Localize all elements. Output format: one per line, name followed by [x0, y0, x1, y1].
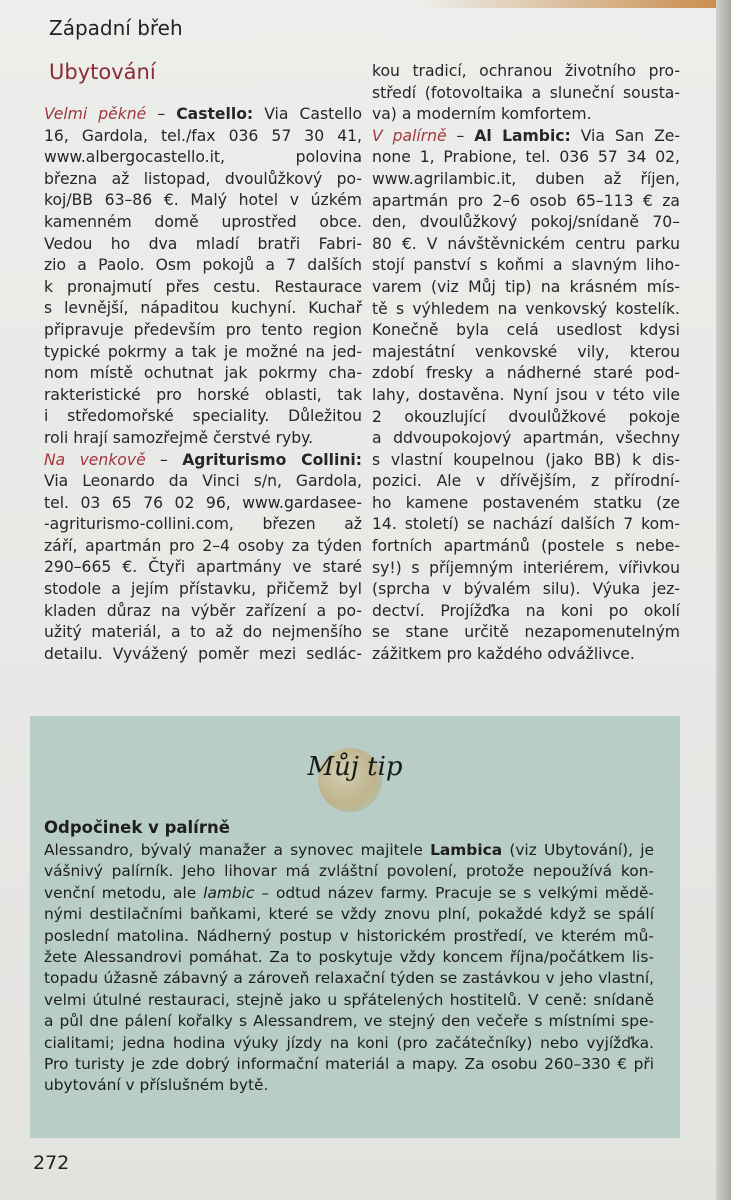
text-line [44, 840, 654, 861]
text-line: nými destilačními baňkami, které se vždy znovu plní, pokaždé když se spálí [44, 905, 654, 924]
tip-heading: Odpočinek v palírně [44, 818, 230, 837]
text-line: k pronajmutí přes cestu. Restaurace [44, 277, 362, 296]
dash: – [145, 450, 183, 469]
text-line: varem (viz Můj tip) na krásném mís- [372, 277, 680, 296]
page-number: 272 [33, 1152, 70, 1174]
entry-name: Castello: [176, 105, 254, 123]
text-line: (sprcha v bývalém silu). Výuka jez- [372, 580, 680, 599]
text-line: března až listopad, dvoulůžkový po- [44, 169, 362, 188]
text-line: stojí panství s koňmi a slavným liho- [372, 256, 680, 275]
text-line: Via San Ze- [570, 126, 681, 145]
text-line: Konečně byla celá usedlost kdysi [372, 321, 680, 340]
text-line: nom místě ochutnat jak pokrmy cha- [44, 364, 362, 383]
text-line: dectví. Projížďka na koni po okolí [372, 601, 680, 620]
text-fragment: Alessandro, bývalý manažer a synovec majitele [44, 841, 431, 859]
tip-title: Můj tip [307, 752, 403, 782]
text-line: pozici. Ale v dřívějším, z přírodní- [372, 472, 680, 491]
text-line: připravuje především pro tento region [44, 320, 362, 339]
tip-body [44, 840, 654, 1097]
left-column [44, 104, 362, 665]
text-line: poslední matolina. Nádherný postup v historickém prostředí, ve kterém mů- [44, 926, 654, 945]
text-line: lahy, dostavěna. Nyní jsou v této vile [372, 385, 680, 404]
text-line: září, apartmán pro 2–4 osoby za týden [44, 536, 362, 555]
entry-name: Agriturismo Collini: [182, 450, 363, 469]
text-line: velmi útulné restauraci, stejně jako u spřátelených hostitelů. V ceně: snídaně [44, 990, 654, 1009]
entry-collini-first-line [44, 450, 362, 472]
text-line: rakteristické pro horské oblasti, tak [44, 385, 362, 404]
text-line: tě s výhledem na venkovský kostelík. [372, 299, 680, 318]
book-spine [716, 0, 731, 1200]
text-line: ho kamene postaveném statku (ze [372, 493, 680, 512]
text-line: Vedou ho dva mladí bratři Fabri- [44, 234, 362, 253]
tip-box [30, 716, 680, 1138]
right-column [372, 61, 680, 666]
entry-lambic-first-line [372, 126, 680, 148]
text-line: den, dvoulůžkový pokoj/snídaně 70– [372, 213, 680, 232]
text-line: kamenném domě uprostřed obce. [44, 212, 362, 231]
text-line: www.agrilambic.it, duben až říjen, [372, 169, 680, 188]
text-line: Pro turisty je zde dobrý informační materiál a mapy. Za osobu 260–330 € při [44, 1055, 654, 1074]
text-line: stodole a jejím přístavku, přičemž byl [44, 580, 362, 599]
entry-name: Al Lambic: [474, 126, 571, 145]
text-line: 290–665 €. Čtyři apartmány ve staré [44, 558, 362, 577]
text-line: Via Castello [253, 105, 362, 123]
text-line: 80 €. V návštěvnickém centru parku [372, 234, 680, 253]
text-fragment: (viz Ubytování), je [502, 841, 654, 859]
text-line: s vlastní koupelnou (jako BB) k dis- [372, 450, 680, 469]
text-line: fortních apartmánů (postele s nebe- [372, 537, 680, 556]
text-line: sy!) s příjemným interiérem, vířivkou [372, 558, 680, 577]
text-line: zdobí fresky a nádherné staré pod- [372, 364, 680, 383]
text-line: ubytování v příslušném bytě. [44, 1076, 269, 1095]
dash: – [446, 126, 475, 145]
text-line: koj/BB 63–86 €. Malý hotel v úzkém [44, 191, 362, 210]
italic-term: lambic [203, 883, 255, 902]
text-line: apartmán pro 2–6 osob 65–113 € za [372, 191, 680, 210]
section-title: Západní břeh [49, 16, 183, 40]
entry-castello-first-line [44, 104, 362, 126]
text-line: žete Alessandrovi pomáhat. Za to poskytuje vždy koncem října/počátkem lis- [44, 948, 654, 967]
text-line [44, 883, 654, 904]
text-line: none 1, Prabione, tel. 036 57 34 02, [372, 148, 680, 167]
entry-category-label: Na venkově [44, 450, 146, 469]
dash: – [146, 105, 177, 123]
text-line: a ddvoupokojový apartmán, všechny [372, 429, 680, 448]
text-line: 14. století) se nachází dalších 7 kom- [372, 515, 680, 534]
text-line: typické pokrmy a tak je možné na jed- [44, 342, 362, 361]
text-line: topadu úžasně zábavný a zároveň relaxační týden se zastávkou v jeho vlastní, [44, 969, 654, 988]
text-line: i středomořské speciality. Důležitou [44, 407, 362, 426]
text-line: užitý materiál, a to až do nejmenšího [44, 623, 362, 642]
text-line: zio a Paolo. Osm pokojů a 7 dalších [44, 256, 362, 275]
text-line: va) a moderním komfortem. [372, 105, 592, 124]
text-line: majestátní venkovské vily, kterou [372, 342, 680, 361]
text-line: tel. 03 65 76 02 96, www.gardasee- [44, 493, 362, 512]
text-line: a půl dne pálení kořalky s Alessandrem, ve stejný den večeře s místními spe- [44, 1012, 654, 1031]
text-line: vášnivý palírník. Jeho lihovar má zvláštní povolení, protože nepoužívá kon- [44, 862, 654, 881]
text-line: 2 okouzlující dvoulůžkové pokoje [372, 407, 680, 426]
text-line: se stane určitě nezapomenutelným [372, 623, 680, 642]
bold-term: Lambica [430, 841, 503, 859]
accommodation-heading: Ubytování [49, 60, 156, 84]
text-line: zážitkem pro každého odvážlivce. [372, 645, 635, 664]
text-line: www.albergocastello.it, polovina [44, 148, 362, 167]
entry-category-label: V palírně [372, 126, 447, 145]
text-line: -agriturismo-collini.com, březen až [44, 515, 362, 534]
text-line: 16, Gardola, tel./fax 036 57 30 41, [44, 126, 362, 145]
text-line: kou tradicí, ochranou životního pro- [372, 62, 680, 80]
text-line: detailu. Vyvážený poměr mezi sedlác- [44, 644, 362, 663]
text-line: kladen důraz na výběr zařízení a po- [44, 601, 362, 620]
text-line: roli hrají samozřejmě čerstvé ryby. [44, 428, 314, 447]
text-line: Via Leonardo da Vinci s/n, Gardola, [44, 472, 362, 491]
entry-category-label: Velmi pěkné [44, 105, 147, 123]
text-line: s levnější, nápaditou kuchyní. Kuchař [44, 299, 362, 318]
text-fragment: venční metodu, ale [44, 883, 204, 902]
text-line: středí (fotovoltaika a sluneční sousta- [372, 83, 680, 102]
text-fragment: – odtud název farmy. Pracuje se s velkými mědě- [254, 883, 654, 902]
text-line: cialitami; jedna hodina výuky jízdy na koni (pro začátečníky) nebo vyjížďka. [44, 1033, 654, 1052]
page-edge-shadow [420, 0, 716, 8]
